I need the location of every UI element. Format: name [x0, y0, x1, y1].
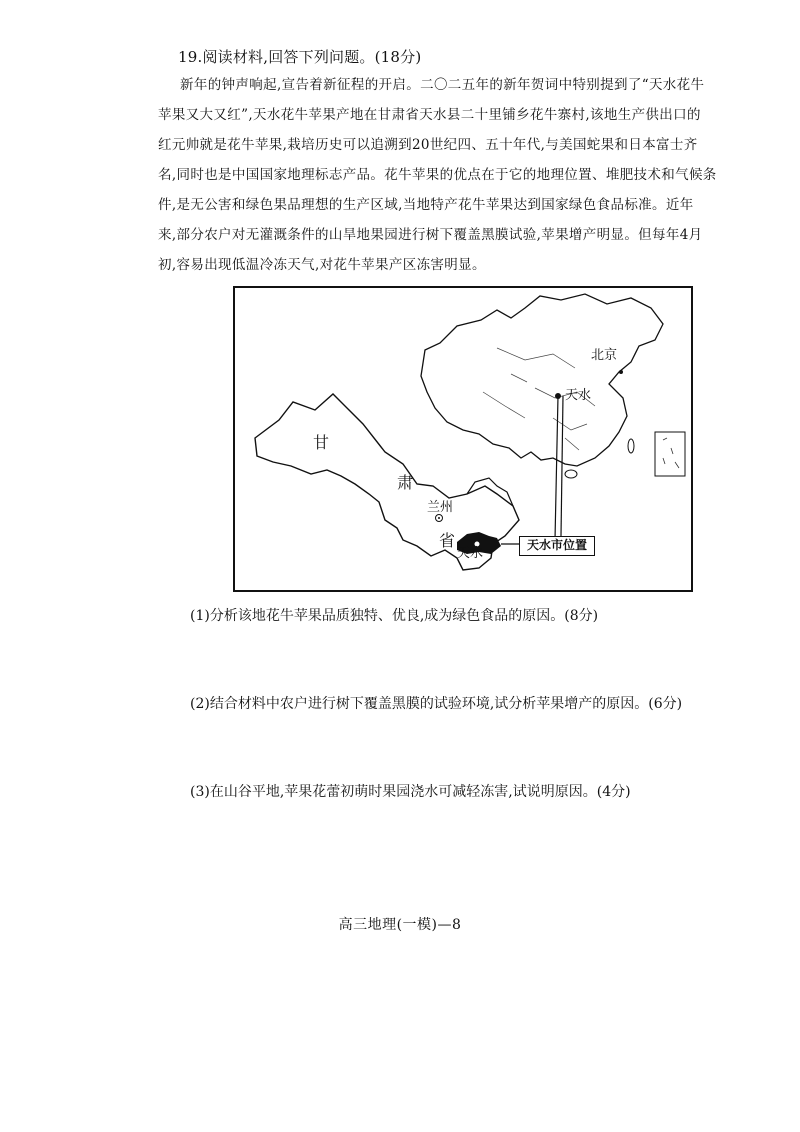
- south-china-sea-inset: [655, 432, 685, 476]
- label-lanzhou: 兰州: [427, 500, 454, 515]
- passage-line: 名,同时也是中国国家地理标志产品。花牛苹果的优点在于它的地理位置、堆肥技术和气候条: [158, 167, 717, 183]
- label-gan: 甘: [313, 433, 330, 452]
- label-sheng: 省: [439, 531, 456, 550]
- sub-question-3: (3)在山谷平地,苹果花蕾初萌时果园浇水可减轻冻害,试说明原因。(4分): [190, 784, 631, 800]
- taiwan-island: [628, 439, 634, 453]
- label-tianshui-province: 天水: [457, 546, 484, 561]
- beijing-marker: [619, 370, 623, 374]
- passage-line: 苹果又大又红”,天水花牛苹果产地在甘肃省天水县二十里铺乡花牛寨村,该地生产供出口的: [158, 107, 701, 123]
- map-drawing: [235, 288, 691, 590]
- passage-line: 新年的钟声响起,宣告着新征程的开启。二〇二五年的新年贺词中特别提到了“天水花牛: [180, 77, 705, 93]
- sub-question-2: (2)结合材料中农户进行树下覆盖黑膜的试验环境,试分析苹果增产的原因。(6分): [190, 696, 683, 712]
- question-title: 19.阅读材料,回答下列问题。(18分): [178, 48, 422, 66]
- label-beijing: 北京: [591, 348, 618, 363]
- label-tianshui-china: 天水: [565, 388, 592, 403]
- passage-line: 红元帅就是花牛苹果,栽培历史可以追溯到20世纪四、五十年代,与美国蛇果和日本富士齐: [158, 137, 698, 153]
- passage-line: 件,是无公害和绿色果品理想的生产区域,当地特产花牛苹果达到国家绿色食品标准。近年: [158, 197, 694, 213]
- china-outline: [421, 294, 663, 466]
- hainan-island: [565, 470, 577, 478]
- passage-line: 初,容易出现低温冷冻天气,对花牛苹果产区冻害明显。: [158, 257, 486, 273]
- passage-line: 来,部分农户对无灌溉条件的山旱地果园进行树下覆盖黑膜试验,苹果增产明显。但每年4月: [158, 227, 703, 243]
- page-footer: 高三地理(一模)—8: [338, 917, 462, 933]
- label-su: 肃: [397, 473, 414, 492]
- sub-question-1: (1)分析该地花牛苹果品质独特、优良,成为绿色食品的原因。(8分): [190, 608, 599, 624]
- tianshui-callout: 天水市位置: [519, 536, 595, 556]
- location-map: [233, 286, 693, 592]
